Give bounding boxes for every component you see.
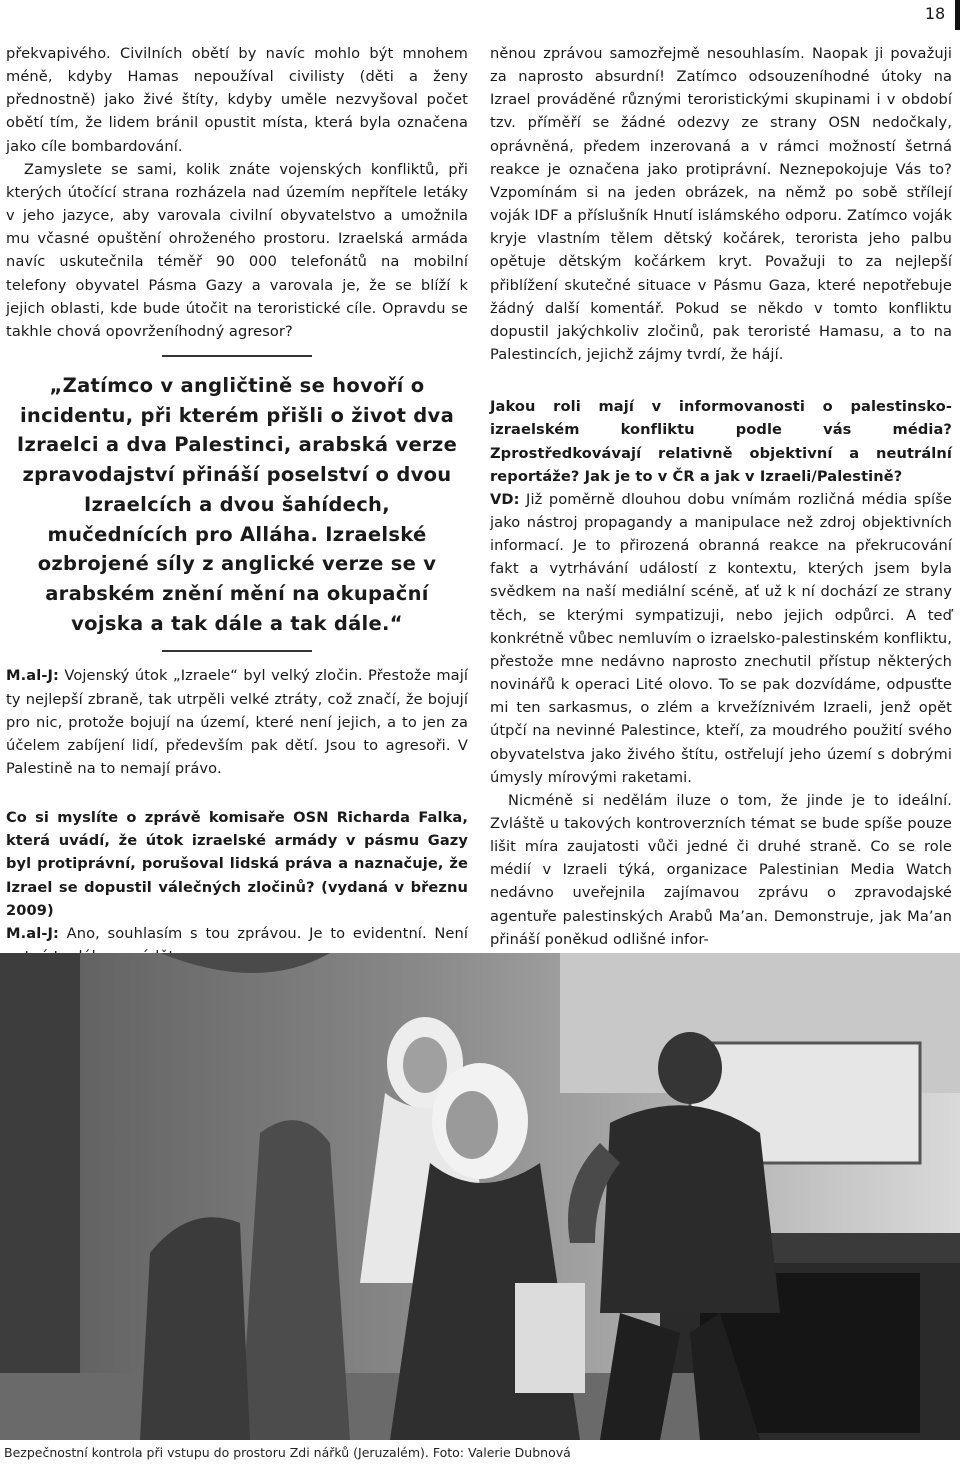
speaker-label: VD: — [490, 490, 520, 508]
answer-text: Již poměrně dlouhou dobu vnímám rozličná média spíše jako nástroj propagandy a manipulace než zdroj objektivních informací. Je to přirozená obranná reakce na překrucování fakt a vytrhávání událostí z kontextu, kterých jsem byla svědkem na naší mediální scéně, ať už k ní dochází ze strany těch, se kterými sympatizuji, nebo jejich odpůrci. A teď konkrétně vůbec nemluvím o izraelsko-palestinském konfliktu, přestože mne nedávno naprosto znechutil přístup některých novinářů k operaci Lité olovo. To se pak dozvídáme, odpusťte mi ten sarkasmus, o zlém a krvežíznivém Izraeli, jenž opět útpčí na nevinné Palestince, kteří, za moudrého použití svého obyvatelstva jako živého štítu, ostřelují jeho území s dobrými úmysly mírovými raketami. — [490, 490, 952, 786]
answer-vd-media — [490, 488, 952, 789]
page-number: 18 — [924, 4, 946, 23]
paragraph-media-bias: Nicméně si nedělám iluze o tom, že jinde je to ideální. Zvláště u takových kontroverzních témat se bude spíše pouze lišit míra zaujatosti vůči jedné či druhé straně. Co se role médií v Izraeli týká, organizace Palestinian Media Watch nedávno uveřejnila zajímavou zprávu o zpravodajské agentuře palestinských Arabů Ma’an. Demonstruje, jak Ma’an přináší poněkud odlišné infor- — [490, 791, 952, 948]
speaker-label: M.al-J: — [6, 667, 59, 685]
answer-vd-report-continued: něnou zprávou samozřejmě nesouhlasím. Naopak ji považuji za naprosto absurdní! Zatímco odsouzeníhodné útoky na Izrael prováděné různými teroristickými skupinami i v období tzv. příměří se žádné odezvy ze strany OSN nedočkaly, oprávněná, předem inzerovaná a v rámci možností šetrná reakce je označena jako protiprávní. Neznepokojuje Vás to? Vzpomínám si na jeden obrázek, na němž po sobě střílejí voják IDF a příslušník Hnutí islámského odporu. Zatímco voják kryje vlastním tělem dětský kočárek, terorista jeho palbu opětuje dětským kočárkem kryt. Považuji to za nejlepší přiblížení skutečné situace v Pásmu Gaza, které nepotřebuje žádný další komentář. Pokud se někdo v tomto konfliktu dopustil jakýchkoliv zločinů, pak teroristé Hamasu, a to na Palestincích, jejichž zájmy tvrdí, že hájí. — [490, 45, 952, 364]
photo-security-check — [0, 953, 960, 1440]
right-column — [490, 42, 952, 951]
interview-question-falk-report: Co si myslíte o zprávě komisaře OSN Richarda Falka, která uvádí, že útok izraelské armády v pásmu Gazy byl protiprávní, porušoval lidská práva a naznačuje, že Izrael se dopustil válečných zločinů? (vydaná v březnu 2009) — [6, 809, 468, 919]
paragraph-civilian-casualties: překvapivého. Civilních obětí by navíc mohlo být mnohem méně, kdyby Hamas nepoužíval civilisty (děti a ženy přednostně) jako živé štíty, kdyby uměle nezvyšoval počet obětí tím, že lidem bránil opustit místa, která byla označena jako cíle bombardování. — [6, 45, 468, 155]
interview-question-media: Jakou roli mají v informovanosti o palestinsko-izraelském konfliktu podle vás média? Zprostředkovávají relativně objektivní a neutrální reportáže? Jak je to v ČR a jak v Izraeli/Palestině? — [490, 398, 952, 485]
left-column — [6, 42, 468, 991]
photo-caption: Bezpečnostní kontrola při vstupu do prostoru Zdi nářků (Jeruzalém). Foto: Valerie Dubnová — [4, 1445, 571, 1460]
pull-quote-rule-top — [162, 355, 312, 357]
page-edge-marker — [955, 0, 960, 30]
answer-mal-j-military-attack — [6, 664, 468, 780]
paragraph-warning-leaflets: Zamyslete se sami, kolik znáte vojenských konfliktů, při kterých útočící strana rozházela nad územím nepřítele letáky v jeho jazyce, aby varovala civilní obyvatelstvo a umožnila mu včasné opuštění ohroženého prostoru. Izraelská armáda navíc uskutečnila téměř 90 000 telefonátů na mobilní telefony obyvatel Pásma Gazy a varovala je, že se blíží k jejich oblasti, kde bude útočit na teroristické cíle. Opravdu se takhle chová opovrženíhodný agresor? — [6, 160, 468, 340]
photo-illustration — [0, 953, 960, 1440]
answer-text: Vojenský útok „Izraele“ byl velký zločin. Přestože mají ty nejlepší zbraně, tak utrpěli velké ztráty, což značí, že bojují pro nic, protože bojují na území, které není jejich, a to jen za účelem zabíjení lidí, především pak dětí. Jsou to agresoři. V Palestině na to nemají právo. — [6, 667, 468, 777]
answer-text: Ano, souhlasím s tou zprávou. Je to evidentní. Není — [66, 924, 468, 942]
speaker-label: M.al-J: — [6, 924, 59, 942]
pull-quote: „Zatímco v angličtině se hovoří o incidentu, při kterém přišli o život dva Izraelci a dva Palestinci, arabská verze zpravodajství přináší poselství o dvou Izraelcích a dvou šahídech, mučednících pro Alláha. Izraelské ozbrojené síly z anglické verze se v arabském znění mění na okupační vojska a tak dále a tak dále.“ — [16, 374, 458, 635]
